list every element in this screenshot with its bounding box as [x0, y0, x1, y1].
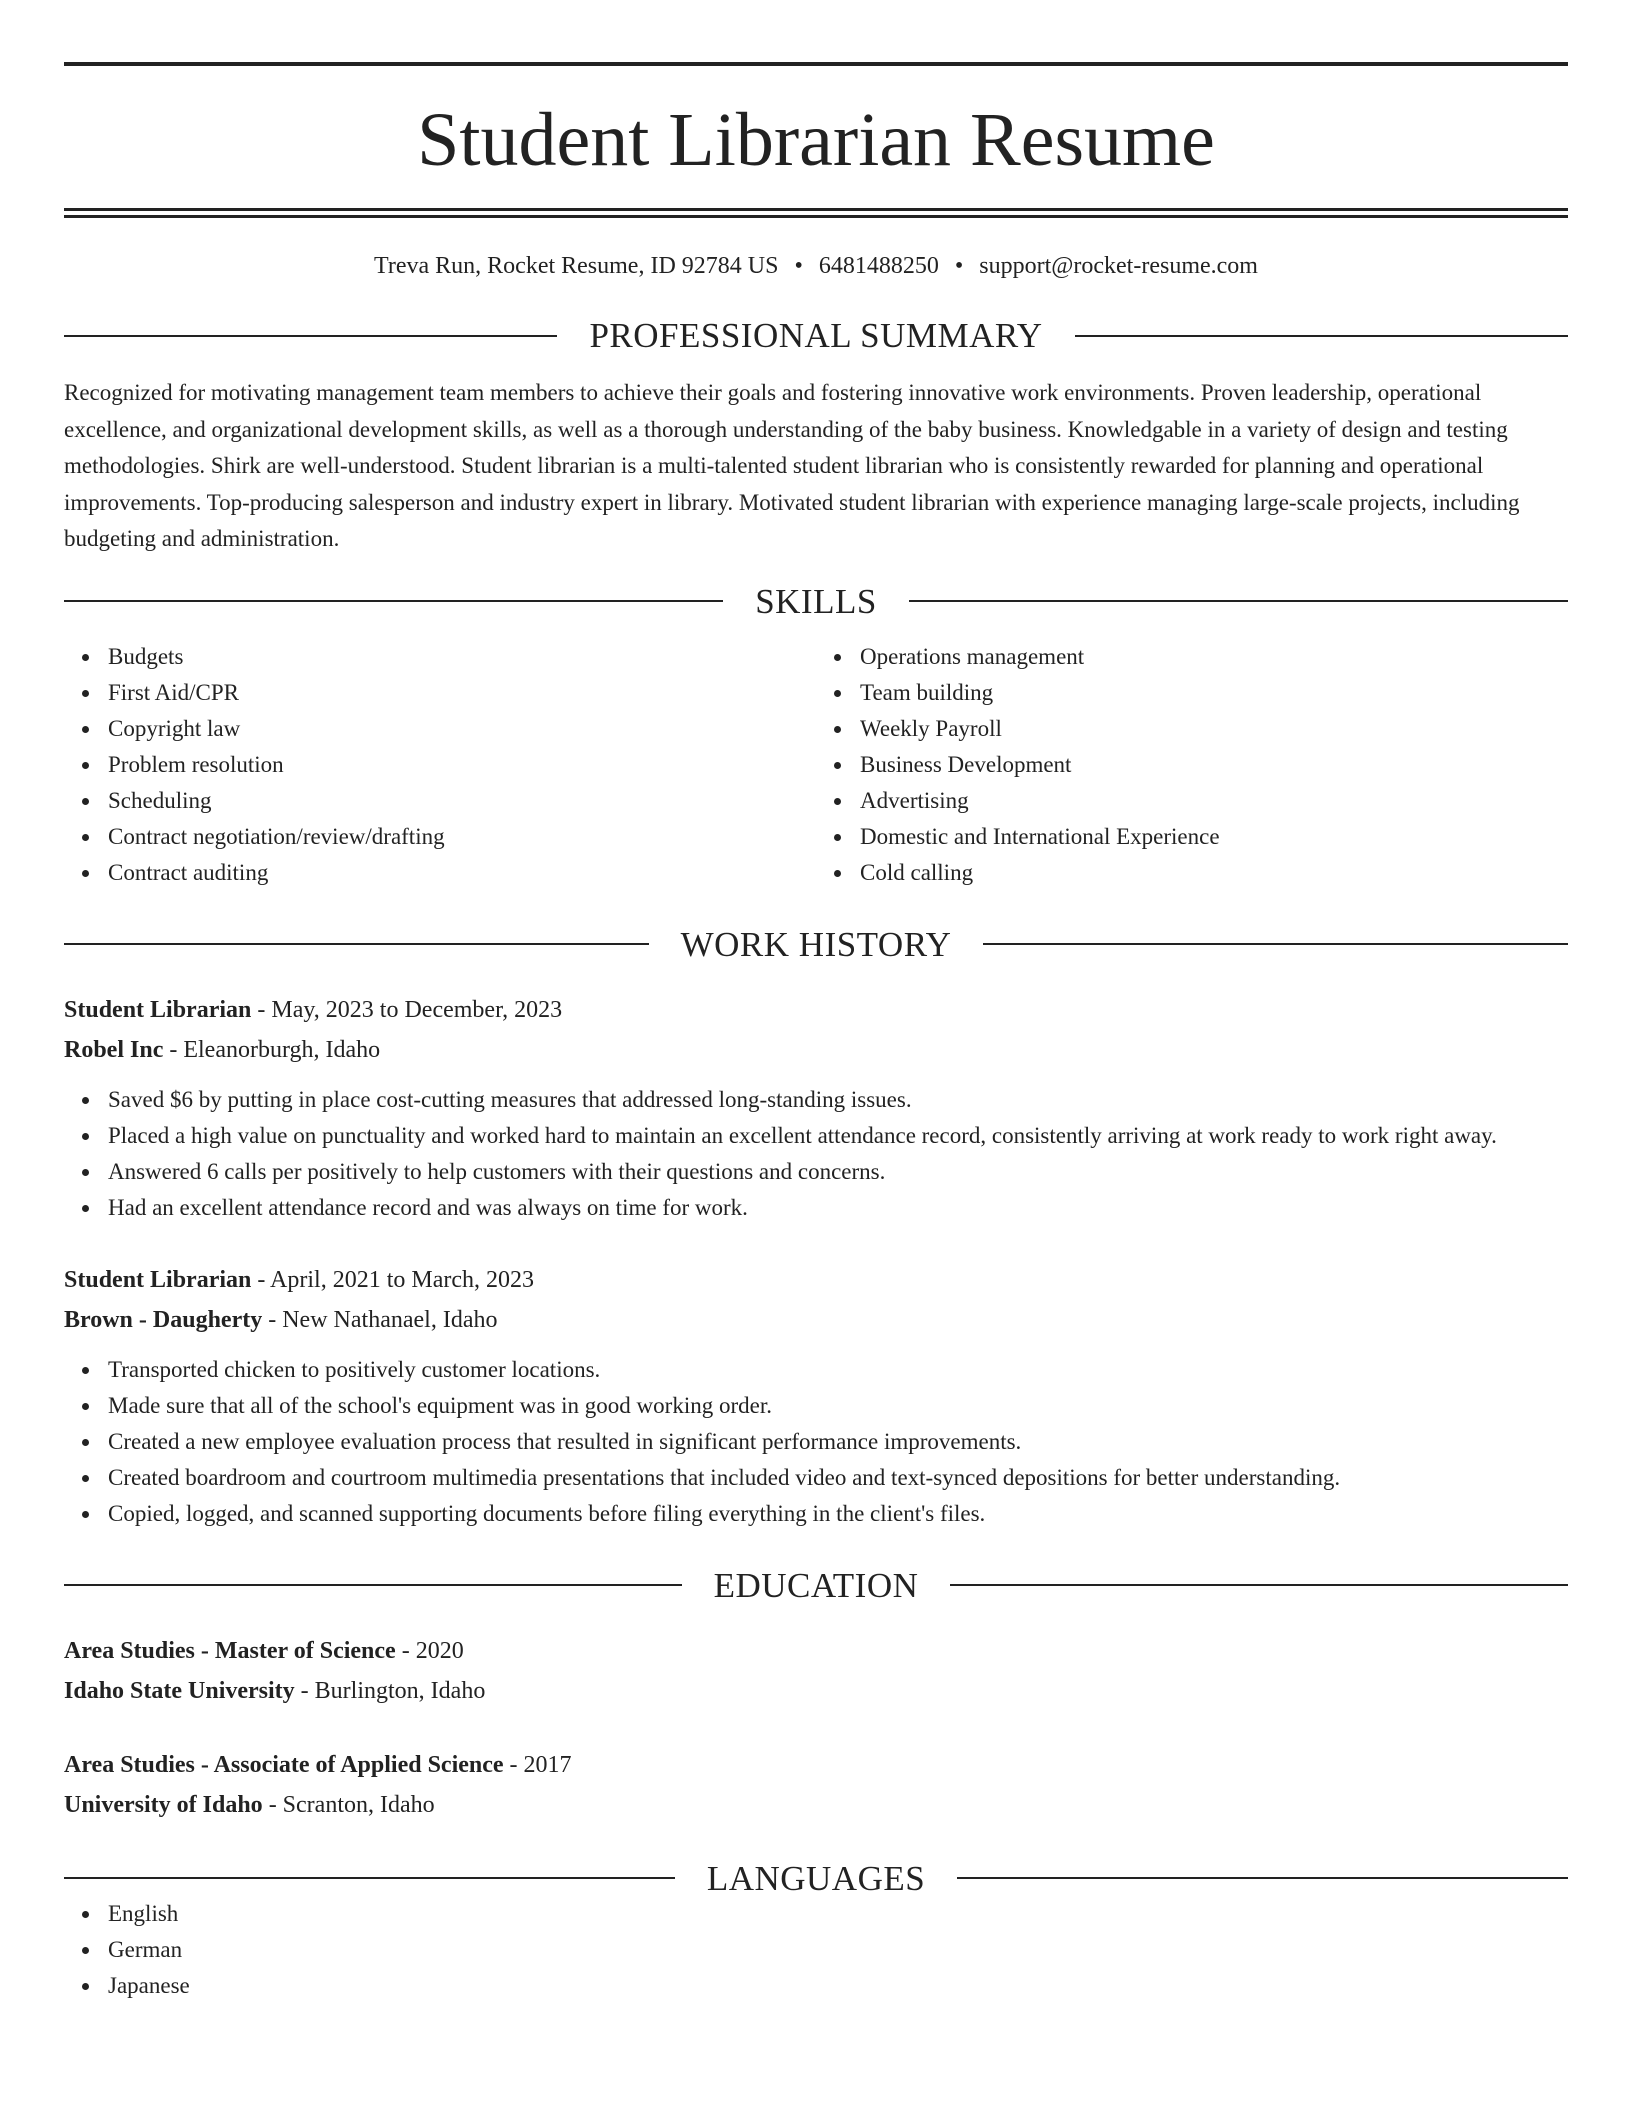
job-bullets: [64, 1082, 1568, 1226]
graduation-year: - 2017: [503, 1751, 572, 1778]
work-entry: [64, 1260, 1568, 1532]
school-name: University of Idaho: [64, 1791, 263, 1818]
contact-address: Treva Run, Rocket Resume, ID 92784 US: [374, 253, 779, 279]
job-bullet: Created a new employee evaluation process that resulted in significant performance improvements.: [108, 1424, 1568, 1460]
school-line: [64, 1785, 1568, 1825]
contact-email: support@rocket-resume.com: [979, 253, 1258, 279]
skill-item: Contract auditing: [108, 855, 816, 891]
job-bullet: Answered 6 calls per positively to help customers with their questions and concerns.: [108, 1154, 1568, 1190]
education-entry: [64, 1631, 1568, 1711]
heading-rule: [64, 943, 649, 945]
language-item: English: [108, 1896, 1568, 1932]
skills-list-right: [816, 639, 1568, 891]
graduation-year: - 2020: [395, 1637, 464, 1664]
contact-info: [64, 254, 1568, 278]
skill-item: Budgets: [108, 639, 816, 675]
skill-item: Contract negotiation/review/drafting: [108, 819, 816, 855]
heading-rule: [909, 600, 1568, 602]
contact-separator: •: [794, 253, 803, 279]
job-bullet: Saved $6 by putting in place cost-cutting measures that addressed long-standing issues.: [108, 1082, 1568, 1118]
section-title: SKILLS: [755, 581, 877, 621]
language-item: Japanese: [108, 1968, 1568, 2004]
job-title: Student Librarian: [64, 996, 252, 1023]
skill-item: Cold calling: [860, 855, 1568, 891]
skill-item: Team building: [860, 675, 1568, 711]
job-title: Student Librarian: [64, 1266, 252, 1293]
skill-item: Business Development: [860, 747, 1568, 783]
job-title-line: [64, 1260, 1568, 1300]
section-heading-languages: [64, 1858, 1568, 1898]
heading-rule: [64, 335, 557, 337]
job-location: - Eleanorburgh, Idaho: [163, 1036, 381, 1063]
job-company: Robel Inc: [64, 1036, 164, 1063]
degree: Area Studies - Associate of Applied Science: [64, 1751, 504, 1778]
section-heading-education: [64, 1565, 1568, 1605]
job-bullet: Copied, logged, and scanned supporting documents before filing everything in the client's files.: [108, 1496, 1568, 1532]
heading-rule: [64, 1877, 675, 1879]
skill-item: Weekly Payroll: [860, 711, 1568, 747]
degree-line: [64, 1745, 1568, 1785]
skill-item: Scheduling: [108, 783, 816, 819]
contact-separator: •: [954, 253, 964, 279]
contact-phone: 6481488250: [818, 253, 939, 279]
job-company: Brown - Daugherty: [64, 1306, 263, 1333]
education-entry: [64, 1745, 1568, 1825]
section-heading-skills: [64, 581, 1568, 621]
section-title: PROFESSIONAL SUMMARY: [589, 316, 1043, 355]
section-title: LANGUAGES: [706, 1858, 926, 1898]
section-title: WORK HISTORY: [680, 924, 952, 964]
section-heading-work: [64, 924, 1568, 964]
job-company-line: [64, 1300, 1568, 1340]
skill-item: Problem resolution: [108, 747, 816, 783]
skill-item: Advertising: [860, 783, 1568, 819]
section-title: EDUCATION: [713, 1565, 919, 1605]
job-bullet: Transported chicken to positively customer locations.: [108, 1352, 1568, 1388]
title-double-rule: [64, 208, 1568, 218]
job-bullet: Had an excellent attendance record and was always on time for work.: [108, 1190, 1568, 1226]
heading-rule: [64, 1584, 682, 1586]
skill-item: Operations management: [860, 639, 1568, 675]
skill-item: First Aid/CPR: [108, 675, 816, 711]
job-title-line: [64, 990, 1568, 1030]
work-entry: [64, 990, 1568, 1226]
job-bullets: [64, 1352, 1568, 1532]
job-bullet: Created boardroom and courtroom multimedia presentations that included video and text-synced depositions for better understanding.: [108, 1460, 1568, 1496]
school-location: - Scranton, Idaho: [262, 1791, 435, 1818]
heading-rule: [957, 1877, 1568, 1879]
school-location: - Burlington, Idaho: [294, 1677, 486, 1704]
degree: Area Studies - Master of Science: [64, 1637, 396, 1664]
skill-item: Copyright law: [108, 711, 816, 747]
summary-text: Recognized for motivating management team members to achieve their goals and fostering innovative work environments. Proven leadership, operational excellence, and organizational development skills, as well as a thorough understanding of the baby business. Knowledgable in a variety of design and testing methodologies. Shirk are well-understood. Student librarian is a multi-talented student librarian who is consistently rewarded for planning and operational improvements. Top-producing salesperson and industry expert in library. Motivated student librarian with experience managing large-scale projects, including budgeting and administration.: [64, 380, 1520, 551]
heading-rule: [950, 1584, 1568, 1586]
top-rule: [64, 62, 1568, 66]
job-bullet: Placed a high value on punctuality and worked hard to maintain an excellent attendance record, consistently arriving at work ready to work right away.: [108, 1118, 1568, 1154]
degree-line: [64, 1631, 1568, 1671]
job-company-line: [64, 1030, 1568, 1070]
page-title: Student Librarian Resume: [417, 98, 1215, 182]
languages-list: [64, 1896, 1568, 2004]
job-dates: - April, 2021 to March, 2023: [251, 1266, 535, 1293]
job-dates: - May, 2023 to December, 2023: [251, 996, 563, 1023]
heading-rule: [1075, 335, 1568, 337]
language-item: German: [108, 1932, 1568, 1968]
job-bullet: Made sure that all of the school's equipment was in good working order.: [108, 1388, 1568, 1424]
skills-list-left: [64, 639, 816, 891]
school-line: [64, 1671, 1568, 1711]
school-name: Idaho State University: [64, 1677, 295, 1704]
heading-rule: [983, 943, 1568, 945]
skill-item: Domestic and International Experience: [860, 819, 1568, 855]
skills-columns: [64, 639, 1568, 891]
job-location: - New Nathanael, Idaho: [262, 1306, 498, 1333]
section-heading-summary: [64, 318, 1568, 353]
heading-rule: [64, 600, 723, 602]
